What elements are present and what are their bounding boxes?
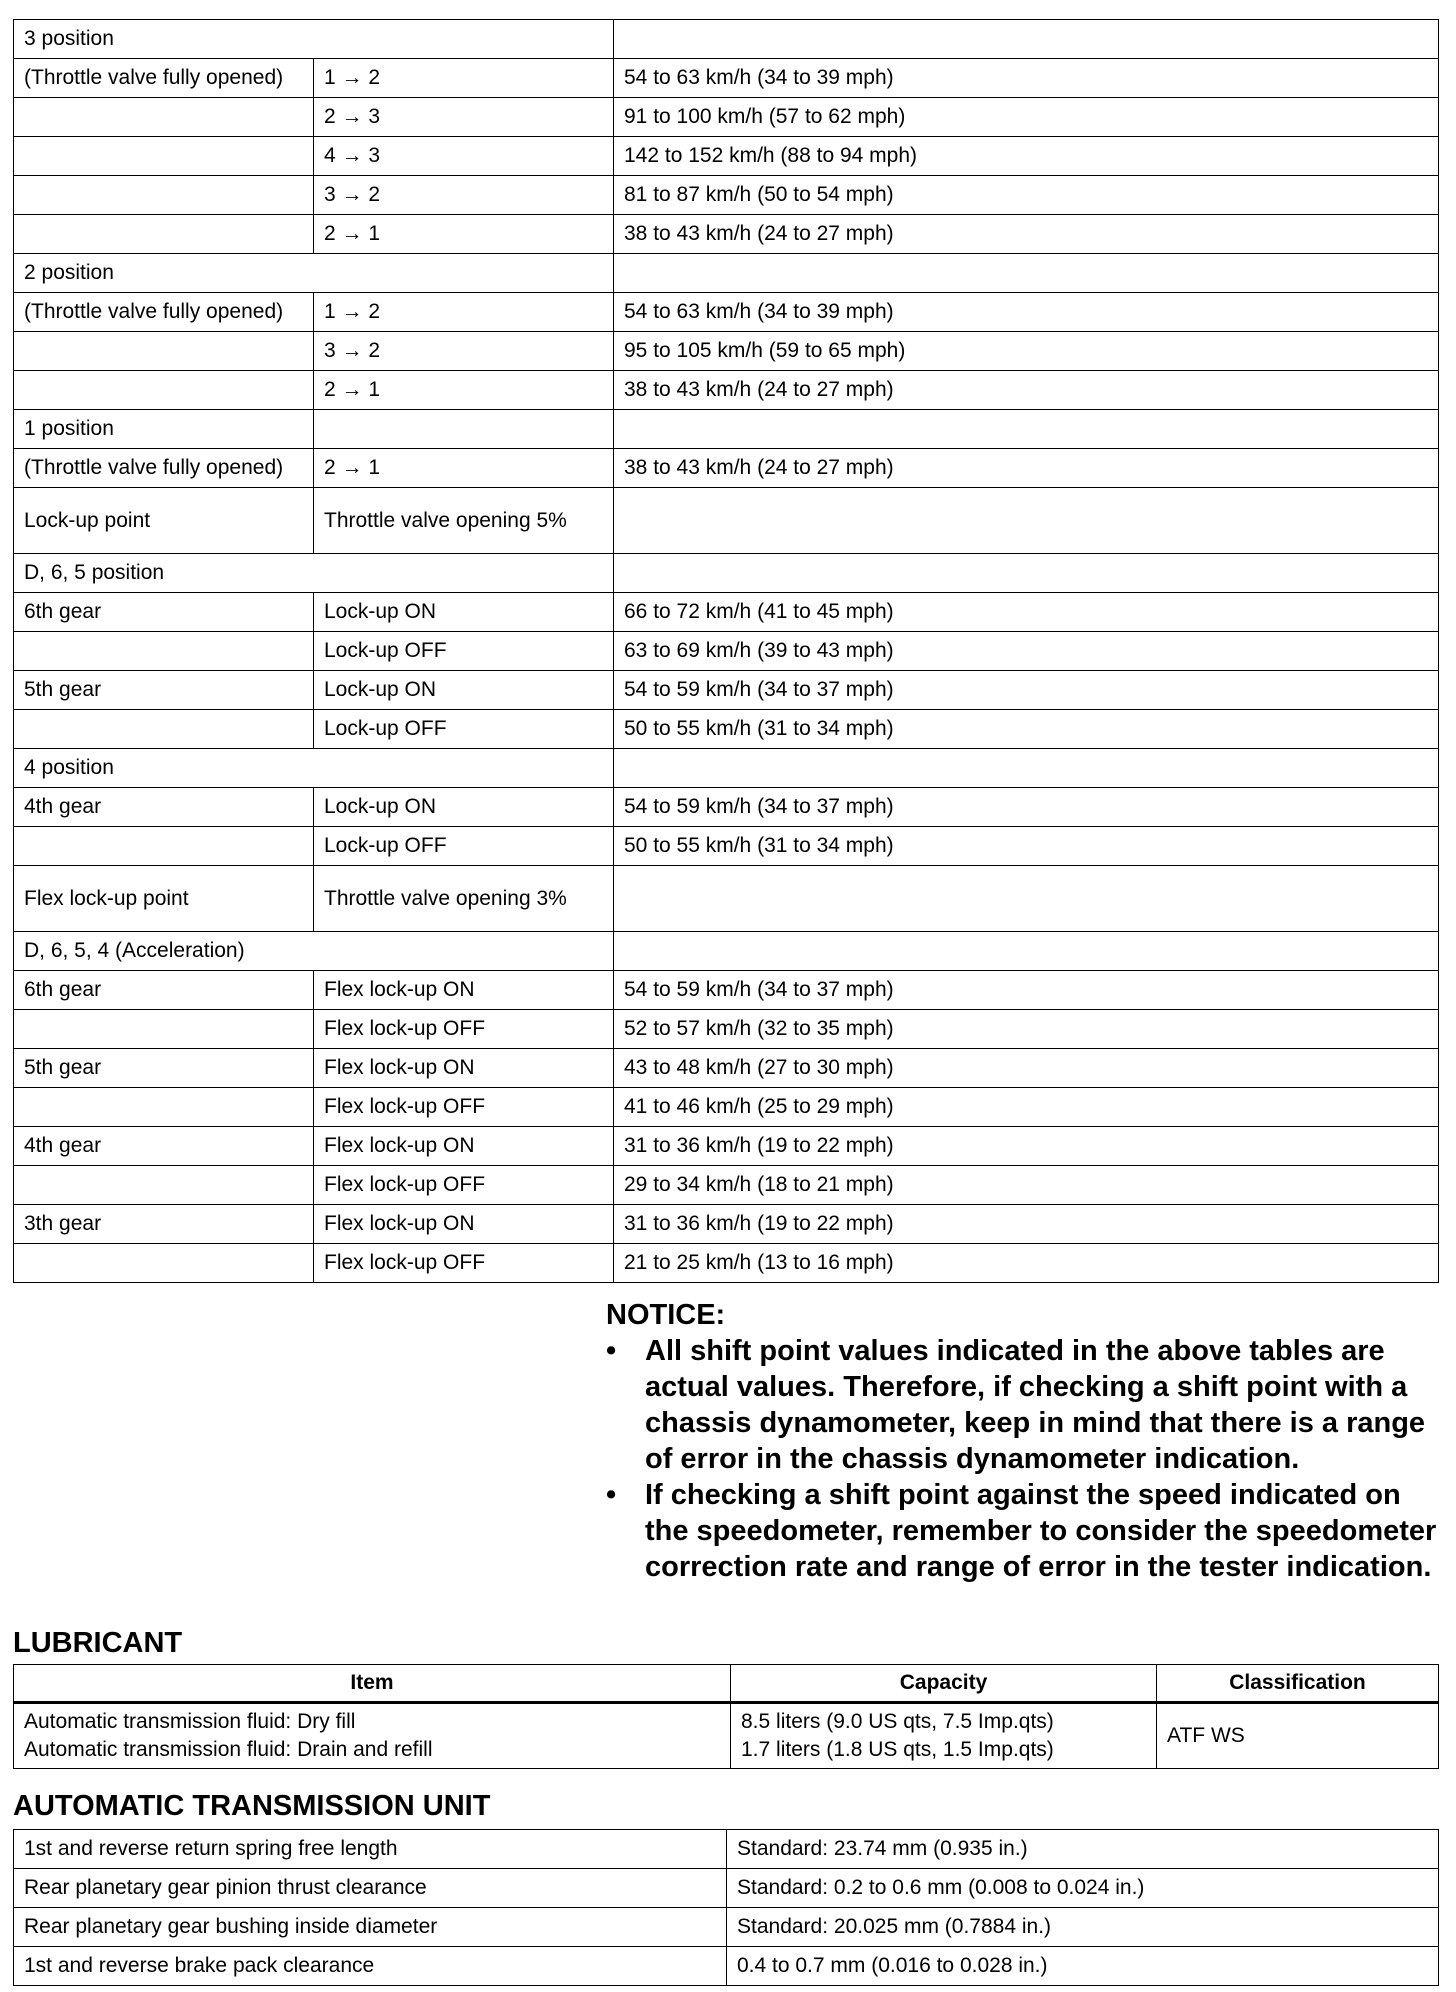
condition-cell: [14, 137, 314, 176]
table-row: [14, 866, 1439, 932]
speed-cell: 43 to 48 km/h (27 to 30 mph): [614, 1049, 1439, 1088]
table-row: [14, 1244, 1439, 1283]
table-row: [14, 1205, 1439, 1244]
speed-cell: 50 to 55 km/h (31 to 34 mph): [614, 827, 1439, 866]
condition-cell: 4th gear: [14, 788, 314, 827]
speed-cell: 54 to 59 km/h (34 to 37 mph): [614, 788, 1439, 827]
speed-cell: 63 to 69 km/h (39 to 43 mph): [614, 632, 1439, 671]
shift-cell: Flex lock-up OFF: [314, 1244, 614, 1283]
condition-cell: [14, 1010, 314, 1049]
table-row: [14, 176, 1439, 215]
atu-item-cell: 1st and reverse brake pack clearance: [14, 1947, 727, 1986]
table-row: [14, 371, 1439, 410]
shift-cell: 2 → 3: [314, 98, 614, 137]
condition-cell: [14, 632, 314, 671]
notice-item-text: If checking a shift point against the speed indicated on the speedometer, remember to consider the speedometer correction rate and range of error in the tester indication.: [645, 1479, 1437, 1583]
atu-value-cell: 0.4 to 0.7 mm (0.016 to 0.028 in.): [727, 1947, 1439, 1986]
shift-cell: Flex lock-up OFF: [314, 1088, 614, 1127]
speed-cell: [614, 20, 1439, 59]
table-row: [14, 1908, 1439, 1947]
condition-cell: [14, 1166, 314, 1205]
table-row: [14, 932, 1439, 971]
speed-cell: [614, 488, 1439, 554]
table-row: [14, 488, 1439, 554]
lubricant-item: Automatic transmission fluid: Dry fill: [24, 1710, 356, 1733]
condition-cell: 3th gear: [14, 1205, 314, 1244]
speed-cell: 29 to 34 km/h (18 to 21 mph): [614, 1166, 1439, 1205]
condition-cell: [14, 710, 314, 749]
condition-cell: 4th gear: [14, 1127, 314, 1166]
shift-cell: Lock-up ON: [314, 671, 614, 710]
table-row: [14, 1010, 1439, 1049]
shift-cell: Flex lock-up OFF: [314, 1010, 614, 1049]
table-row: [14, 1830, 1439, 1869]
shift-cell: 4 → 3: [314, 137, 614, 176]
atu-item-cell: Rear planetary gear pinion thrust clearance: [14, 1869, 727, 1908]
speed-cell: 52 to 57 km/h (32 to 35 mph): [614, 1010, 1439, 1049]
table-row: [14, 1049, 1439, 1088]
shift-cell: Flex lock-up ON: [314, 1127, 614, 1166]
condition-cell: [14, 176, 314, 215]
table-row: [14, 827, 1439, 866]
notice-block: [606, 1297, 1446, 1585]
lubricant-capacity-cell: [731, 1703, 1157, 1769]
speed-cell: 54 to 63 km/h (34 to 39 mph): [614, 293, 1439, 332]
table-row: [14, 971, 1439, 1010]
lubricant-section-title: LUBRICANT: [13, 1627, 183, 1659]
speed-cell: 21 to 25 km/h (13 to 16 mph): [614, 1244, 1439, 1283]
condition-cell: [14, 98, 314, 137]
table-row: [14, 449, 1439, 488]
notice-item: [606, 1333, 1446, 1477]
shift-cell: Lock-up ON: [314, 788, 614, 827]
atu-value-cell: Standard: 0.2 to 0.6 mm (0.008 to 0.024 in.): [727, 1869, 1439, 1908]
shift-cell: Flex lock-up ON: [314, 971, 614, 1010]
notice-item-text: All shift point values indicated in the above tables are actual values. Therefore, if checking a shift point with a chassis dynamometer, keep in mind that there is a range of error in the chassis dynamometer indication.: [645, 1335, 1426, 1475]
lubricant-capacity: 1.7 liters (1.8 US qts, 1.5 Imp.qts): [741, 1738, 1054, 1761]
table-row: [14, 554, 1439, 593]
speed-cell: 66 to 72 km/h (41 to 45 mph): [614, 593, 1439, 632]
speed-cell: 38 to 43 km/h (24 to 27 mph): [614, 371, 1439, 410]
shift-cell: Throttle valve opening 3%: [314, 866, 614, 932]
condition-cell: (Throttle valve fully opened): [14, 449, 314, 488]
condition-cell: 5th gear: [14, 1049, 314, 1088]
table-row: [14, 671, 1439, 710]
header-capacity: Capacity: [731, 1665, 1157, 1703]
condition-cell: Flex lock-up point: [14, 866, 314, 932]
table-row: [14, 20, 1439, 59]
speed-cell: 31 to 36 km/h (19 to 22 mph): [614, 1205, 1439, 1244]
shift-cell: 2 → 1: [314, 371, 614, 410]
table-row: [14, 1869, 1439, 1908]
table-row: [14, 98, 1439, 137]
condition-cell: (Throttle valve fully opened): [14, 293, 314, 332]
table-row: [14, 788, 1439, 827]
table-row: [14, 710, 1439, 749]
speed-cell: [614, 932, 1439, 971]
table-row: [14, 332, 1439, 371]
speed-cell: 38 to 43 km/h (24 to 27 mph): [614, 215, 1439, 254]
condition-cell: [14, 332, 314, 371]
atu-value-cell: Standard: 20.025 mm (0.7884 in.): [727, 1908, 1439, 1947]
table-row: [14, 1947, 1439, 1986]
shift-point-table: [13, 19, 1439, 1283]
speed-cell: 54 to 59 km/h (34 to 37 mph): [614, 971, 1439, 1010]
speed-cell: [614, 749, 1439, 788]
table-row: [14, 59, 1439, 98]
condition-cell: 5th gear: [14, 671, 314, 710]
table-row: [14, 1127, 1439, 1166]
table-row: [14, 293, 1439, 332]
atu-item-cell: Rear planetary gear bushing inside diameter: [14, 1908, 727, 1947]
speed-cell: 31 to 36 km/h (19 to 22 mph): [614, 1127, 1439, 1166]
condition-cell: 1 position: [14, 410, 314, 449]
shift-cell: Flex lock-up OFF: [314, 1166, 614, 1205]
shift-cell: Lock-up ON: [314, 593, 614, 632]
shift-cell: Lock-up OFF: [314, 827, 614, 866]
atu-table: [13, 1829, 1439, 1986]
shift-cell: Lock-up OFF: [314, 632, 614, 671]
condition-cell: (Throttle valve fully opened): [14, 59, 314, 98]
header-item: Item: [14, 1665, 731, 1703]
condition-cell: [14, 215, 314, 254]
speed-cell: [614, 866, 1439, 932]
speed-cell: 38 to 43 km/h (24 to 27 mph): [614, 449, 1439, 488]
speed-cell: 50 to 55 km/h (31 to 34 mph): [614, 710, 1439, 749]
header-classification: Classification: [1157, 1665, 1439, 1703]
speed-cell: 54 to 59 km/h (34 to 37 mph): [614, 671, 1439, 710]
shift-cell: 3 → 2: [314, 176, 614, 215]
shift-cell: 3 → 2: [314, 332, 614, 371]
bullet-icon: •: [606, 1479, 617, 1511]
condition-cell: 2 position: [14, 254, 614, 293]
shift-cell: 1 → 2: [314, 59, 614, 98]
notice-list: [606, 1333, 1446, 1585]
speed-cell: 91 to 100 km/h (57 to 62 mph): [614, 98, 1439, 137]
bullet-icon: •: [606, 1335, 617, 1367]
speed-cell: 81 to 87 km/h (50 to 54 mph): [614, 176, 1439, 215]
notice-title: NOTICE:: [606, 1299, 726, 1331]
table-row: [14, 254, 1439, 293]
table-row: [14, 215, 1439, 254]
condition-cell: D, 6, 5 position: [14, 554, 614, 593]
lubricant-item-cell: [14, 1703, 731, 1769]
shift-cell: 2 → 1: [314, 449, 614, 488]
lubricant-table: [13, 1664, 1439, 1769]
condition-cell: Lock-up point: [14, 488, 314, 554]
condition-cell: D, 6, 5, 4 (Acceleration): [14, 932, 614, 971]
condition-cell: [14, 827, 314, 866]
condition-cell: [14, 1244, 314, 1283]
table-row: [14, 410, 1439, 449]
condition-cell: [14, 371, 314, 410]
condition-cell: 4 position: [14, 749, 614, 788]
table-row: [14, 749, 1439, 788]
speed-cell: [614, 410, 1439, 449]
speed-cell: 142 to 152 km/h (88 to 94 mph): [614, 137, 1439, 176]
table-row: [14, 1703, 1439, 1769]
shift-cell: 1 → 2: [314, 293, 614, 332]
lubricant-item: Automatic transmission fluid: Drain and refill: [24, 1738, 433, 1761]
condition-cell: 3 position: [14, 20, 614, 59]
table-row: [14, 137, 1439, 176]
lubricant-capacity: 8.5 liters (9.0 US qts, 7.5 Imp.qts): [741, 1710, 1054, 1733]
speed-cell: 54 to 63 km/h (34 to 39 mph): [614, 59, 1439, 98]
speed-cell: [614, 254, 1439, 293]
condition-cell: 6th gear: [14, 593, 314, 632]
speed-cell: 95 to 105 km/h (59 to 65 mph): [614, 332, 1439, 371]
atu-item-cell: 1st and reverse return spring free length: [14, 1830, 727, 1869]
condition-cell: [14, 1088, 314, 1127]
notice-item: [606, 1477, 1446, 1585]
table-row: [14, 1166, 1439, 1205]
shift-cell: Throttle valve opening 5%: [314, 488, 614, 554]
shift-cell: Lock-up OFF: [314, 710, 614, 749]
atu-section-title: AUTOMATIC TRANSMISSION UNIT: [13, 1790, 491, 1822]
table-header-row: [14, 1665, 1439, 1703]
shift-cell: Flex lock-up ON: [314, 1049, 614, 1088]
atu-value-cell: Standard: 23.74 mm (0.935 in.): [727, 1830, 1439, 1869]
shift-cell: 2 → 1: [314, 215, 614, 254]
table-row: [14, 1088, 1439, 1127]
table-row: [14, 593, 1439, 632]
shift-cell: Flex lock-up ON: [314, 1205, 614, 1244]
lubricant-classification: ATF WS: [1157, 1703, 1439, 1769]
speed-cell: 41 to 46 km/h (25 to 29 mph): [614, 1088, 1439, 1127]
condition-cell: 6th gear: [14, 971, 314, 1010]
table-row: [14, 632, 1439, 671]
speed-cell: [614, 554, 1439, 593]
shift-cell: [314, 410, 614, 449]
